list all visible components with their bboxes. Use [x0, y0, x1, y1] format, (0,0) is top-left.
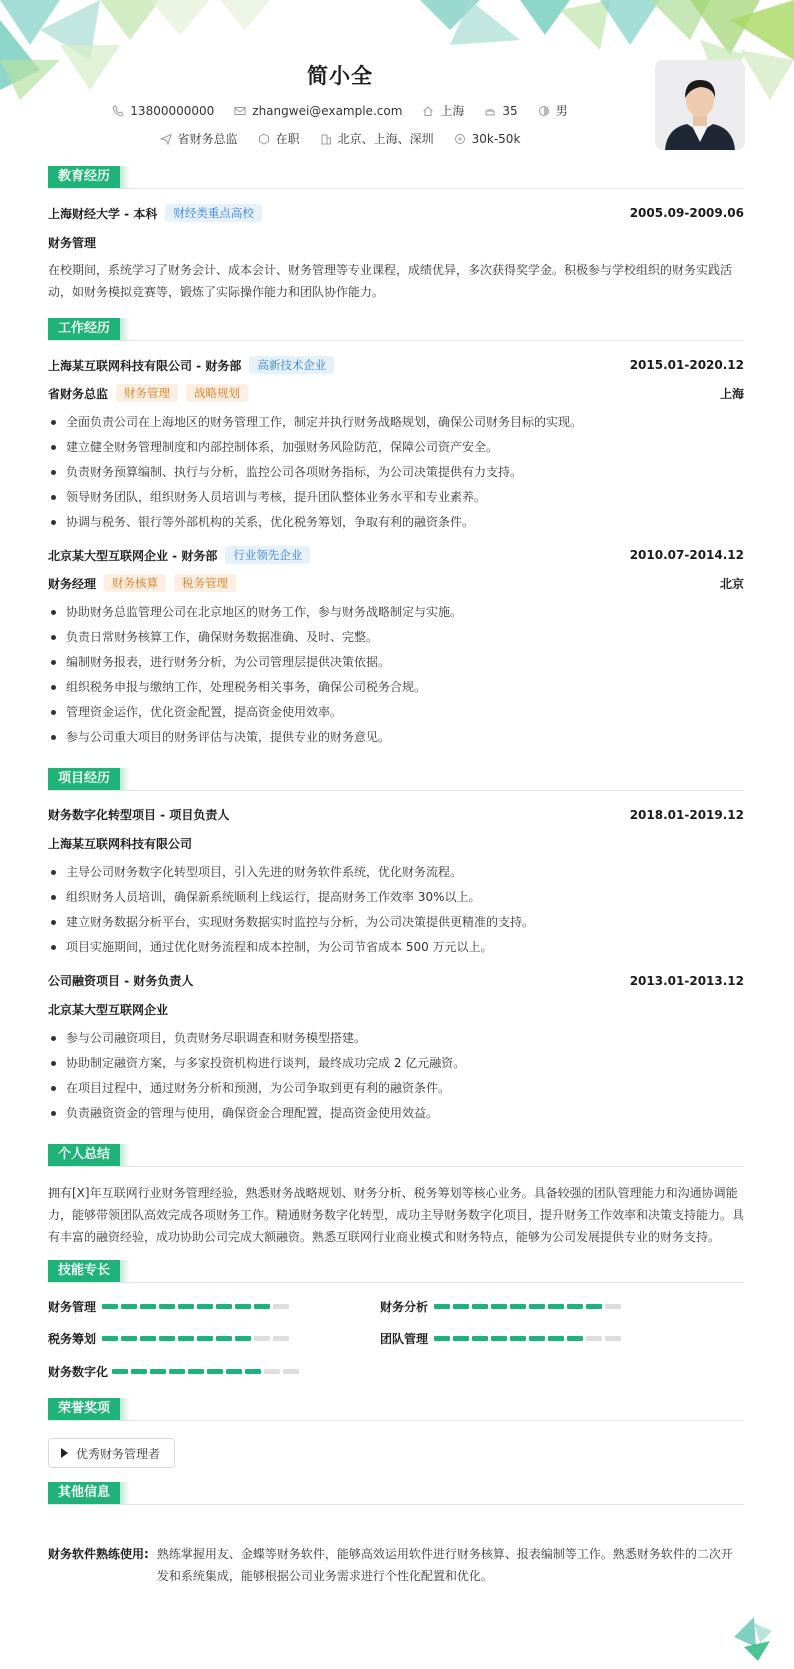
phone-item	[112, 104, 214, 118]
section-title-education: 教育经历	[48, 166, 120, 188]
skill-chip: 战略规划	[186, 384, 248, 402]
award-label: 优秀财务管理者	[76, 1446, 161, 1461]
skill-segment-filled	[491, 1336, 507, 1341]
section-title-awards: 荣誉奖项	[48, 1398, 120, 1420]
skill-item	[380, 1298, 621, 1315]
divider	[48, 340, 744, 341]
other-label: 财务软件熟练使用:	[48, 1547, 149, 1561]
education-period: 2005.09-2009.06	[629, 206, 744, 220]
skill-name: 财务管理	[48, 1300, 97, 1314]
work-header-2	[48, 546, 744, 564]
list-item: 负责融资资金的管理与使用，确保资金合理配置，提高资金使用效益。	[48, 1103, 744, 1128]
work-location: 北京	[719, 576, 744, 591]
resume-header	[0, 0, 794, 160]
list-item: 组织财务人员培训，确保新系统顺利上线运行，提高财务工作效率 30%以上。	[48, 887, 744, 912]
section-title-skills: 技能专长	[48, 1260, 120, 1282]
school-tag: 财经类重点高校	[165, 204, 262, 222]
skill-segment-filled	[121, 1336, 137, 1341]
skill-segment-filled	[567, 1304, 583, 1309]
list-item: 主导公司财务数字化转型项目，引入先进的财务软件系统，优化财务流程。	[48, 862, 744, 887]
skill-segment-filled	[102, 1304, 118, 1309]
skill-segment-filled	[567, 1336, 583, 1341]
work-role-1	[48, 384, 744, 402]
salary-icon	[454, 133, 466, 145]
list-item: 建立健全财务管理制度和内部控制体系，加强财务风险防范，保障公司资产安全。	[48, 437, 744, 462]
play-icon	[61, 1448, 68, 1458]
email-item	[234, 104, 402, 118]
skill-item	[380, 1330, 621, 1347]
skill-level-bar	[112, 1369, 299, 1374]
status-value: 在职	[275, 132, 300, 146]
skill-segment-empty	[283, 1369, 299, 1374]
project-bullets-1	[48, 862, 744, 962]
target-city-value: 北京、上海、深圳	[337, 132, 434, 146]
age-icon	[484, 105, 496, 117]
skill-segment-filled	[159, 1304, 175, 1309]
job-title: 省财务总监	[48, 386, 109, 401]
list-item: 建立财务数据分析平台，实现财务数据实时监控与分析，为公司决策提供更精准的支持。	[48, 912, 744, 937]
project-period: 2013.01-2013.12	[629, 973, 744, 988]
divider	[48, 790, 744, 791]
skill-segment-filled	[197, 1304, 213, 1309]
skill-segment-filled	[472, 1336, 488, 1341]
skill-segment-empty	[264, 1369, 280, 1374]
skill-segment-empty	[605, 1304, 621, 1309]
divider	[48, 188, 744, 189]
work-period: 2015.01-2020.12	[629, 358, 744, 372]
skill-segment-filled	[548, 1336, 564, 1341]
company-name: 北京某大型互联网企业 - 财务部	[48, 548, 218, 563]
project-name: 公司融资项目 - 财务负责人	[48, 974, 194, 988]
skill-segment-filled	[150, 1369, 166, 1374]
gender-item	[538, 102, 568, 119]
skill-segment-empty	[254, 1336, 270, 1341]
skill-chip: 财务核算	[104, 574, 166, 592]
skill-segment-filled	[472, 1304, 488, 1309]
list-item: 编制财务报表，进行财务分析，为公司管理层提供决策依据。	[48, 652, 744, 677]
award-item[interactable]	[48, 1438, 175, 1468]
project-header-2	[48, 972, 744, 989]
list-item: 协调与税务、银行等外部机构的关系，优化税务筹划，争取有利的融资条件。	[48, 512, 744, 537]
list-item: 管理资金运作，优化资金配置，提高资金使用效率。	[48, 702, 744, 727]
skill-segment-filled	[510, 1304, 526, 1309]
contact-line	[0, 102, 680, 119]
list-item: 协助制定融资方案，与多家投资机构进行谈判，最终成功完成 2 亿元融资。	[48, 1053, 744, 1078]
skill-item	[48, 1298, 289, 1315]
skill-name: 税务筹划	[48, 1332, 97, 1346]
divider	[48, 1420, 744, 1421]
skill-name: 团队管理	[380, 1332, 429, 1346]
skill-segment-filled	[434, 1336, 450, 1341]
skill-segment-filled	[245, 1369, 261, 1374]
skill-segment-empty	[273, 1336, 289, 1341]
section-work	[48, 318, 130, 340]
section-education	[48, 166, 130, 188]
education-major: 财务管理	[48, 236, 97, 250]
school-name: 上海财经大学 - 本科	[48, 206, 158, 221]
skill-segment-filled	[159, 1336, 175, 1341]
project-name: 财务数字化转型项目 - 项目负责人	[48, 808, 230, 822]
candidate-name: 简小全	[307, 64, 373, 88]
skill-segment-empty	[273, 1304, 289, 1309]
skill-segment-filled	[102, 1336, 118, 1341]
city-value: 上海	[440, 104, 465, 118]
gender-icon	[538, 105, 550, 117]
section-title-work: 工作经历	[48, 318, 120, 340]
skill-segment-filled	[207, 1369, 223, 1374]
work-role-2	[48, 574, 744, 592]
skill-level-bar	[102, 1304, 289, 1309]
skill-level-bar	[434, 1304, 621, 1309]
phone-value: 13800000000	[130, 103, 215, 118]
skill-segment-filled	[178, 1304, 194, 1309]
list-item: 领导财务团队，组织财务人员培训与考核，提升团队整体业务水平和专业素养。	[48, 487, 744, 512]
list-item: 负责财务预算编制、执行与分析，监控公司各项财务指标，为公司决策提供有力支持。	[48, 462, 744, 487]
skill-segment-filled	[529, 1336, 545, 1341]
home-icon	[422, 105, 434, 117]
skill-segment-filled	[529, 1304, 545, 1309]
skill-segment-filled	[491, 1304, 507, 1309]
work-location: 上海	[719, 386, 744, 401]
mail-icon	[234, 105, 246, 117]
skill-segment-empty	[605, 1336, 621, 1341]
skill-segment-filled	[169, 1369, 185, 1374]
work-bullets-1	[48, 412, 744, 537]
summary-text: 拥有[X]年互联网行业财务管理经验，熟悉财务战略规划、财务分析、税务筹划等核心业务。具备较强的团队管理能力和沟通协调能力，能够带领团队高效完成各项财务工作。精通财务数字化转型，成功主导财务数字化项目，提升财务工作效率和决策支持能力。具有丰富的融资经验，成功协助公司完成大额融资。熟悉互联网行业商业模式和财务特点，能够为公司发展提供专业的财务支持。	[48, 1186, 745, 1244]
list-item: 参与公司重大项目的财务评估与决策，提供专业的财务意见。	[48, 727, 744, 752]
list-item: 参与公司融资项目，负责财务尽职调查和财务模型搭建。	[48, 1028, 744, 1053]
avatar	[655, 60, 745, 150]
work-bullets-2	[48, 602, 744, 752]
project-period: 2018.01-2019.12	[629, 807, 744, 822]
send-icon	[160, 133, 172, 145]
skill-segment-filled	[112, 1369, 128, 1374]
section-title-projects: 项目经历	[48, 768, 120, 790]
work-period: 2010.07-2014.12	[629, 548, 744, 562]
company-name: 上海某互联网科技有限公司 - 财务部	[48, 358, 242, 373]
city-item	[422, 102, 464, 119]
skill-segment-filled	[254, 1304, 270, 1309]
skill-segment-filled	[453, 1304, 469, 1309]
section-summary	[48, 1144, 130, 1166]
list-item: 协助财务总监管理公司在北京地区的财务工作，参与财务战略制定与实施。	[48, 602, 744, 627]
email-value: zhangwei@example.com	[252, 103, 403, 118]
salary-item	[454, 132, 521, 146]
project-company: 上海某互联网科技有限公司	[48, 837, 193, 851]
status-item	[258, 130, 300, 147]
skill-segment-filled	[188, 1369, 204, 1374]
target-city-item	[320, 130, 434, 147]
skill-item	[48, 1363, 299, 1380]
company-tag: 高新技术企业	[249, 356, 334, 374]
section-other	[48, 1482, 130, 1504]
company-tag: 行业领先企业	[225, 546, 310, 564]
skill-name: 财务数字化	[48, 1365, 109, 1379]
skill-segment-filled	[131, 1369, 147, 1374]
list-item: 在项目过程中，通过财务分析和预测，为公司争取到更有利的融资条件。	[48, 1078, 744, 1103]
status-icon	[258, 133, 270, 145]
education-header	[48, 204, 744, 222]
skill-segment-filled	[235, 1336, 251, 1341]
skill-chip: 税务管理	[174, 574, 236, 592]
skill-segment-filled	[510, 1336, 526, 1341]
list-item: 项目实施期间，通过优化财务流程和成本控制，为公司节省成本 500 万元以上。	[48, 937, 744, 962]
position-item	[160, 130, 238, 147]
job-title: 财务经理	[48, 576, 97, 591]
skill-level-bar	[102, 1336, 289, 1341]
section-title-other: 其他信息	[48, 1482, 120, 1504]
divider	[48, 1504, 744, 1505]
position-value: 省财务总监	[177, 132, 238, 146]
skill-level-bar	[434, 1336, 621, 1341]
skill-segment-empty	[586, 1336, 602, 1341]
section-projects	[48, 768, 130, 790]
skill-name: 财务分析	[380, 1300, 429, 1314]
age-item	[484, 104, 517, 118]
work-header-1	[48, 356, 744, 374]
education-description: 在校期间，系统学习了财务会计、成本会计、财务管理等专业课程，成绩优异，多次获得奖学金。积极参与学校组织的财务实践活动，如财务模拟竞赛等，锻炼了实际操作能力和团队协作能力。	[48, 263, 733, 299]
age-value: 35	[502, 103, 518, 118]
project-bullets-2	[48, 1028, 744, 1128]
divider	[48, 1166, 744, 1167]
corner-decoration	[734, 1617, 772, 1661]
gender-value: 男	[555, 104, 568, 118]
skill-segment-filled	[140, 1336, 156, 1341]
section-title-summary: 个人总结	[48, 1144, 120, 1166]
other-info	[48, 1543, 744, 1587]
skill-segment-filled	[235, 1304, 251, 1309]
skill-segment-filled	[121, 1304, 137, 1309]
skill-segment-filled	[216, 1336, 232, 1341]
list-item: 全面负责公司在上海地区的财务管理工作，制定并执行财务战略规划，确保公司财务目标的实现。	[48, 412, 744, 437]
building-icon	[320, 133, 332, 145]
salary-value: 30k-50k	[471, 131, 521, 146]
skill-item	[48, 1330, 289, 1347]
project-header-1	[48, 806, 744, 823]
other-text: 熟练掌握用友、金蝶等财务软件，能够高效运用软件进行财务核算、报表编制等工作。熟悉财务软件的二次开发和系统集成，能够根据公司业务需求进行个性化配置和优化。	[156, 1547, 733, 1583]
skill-segment-filled	[453, 1336, 469, 1341]
project-company: 北京某大型互联网企业	[48, 1003, 169, 1017]
skill-segment-filled	[140, 1304, 156, 1309]
phone-icon	[112, 105, 124, 117]
skill-segment-filled	[216, 1304, 232, 1309]
skill-chip: 财务管理	[116, 384, 178, 402]
section-awards	[48, 1398, 130, 1420]
list-item: 组织税务申报与缴纳工作，处理税务相关事务，确保公司税务合规。	[48, 677, 744, 702]
section-skills	[48, 1260, 130, 1282]
skill-segment-filled	[548, 1304, 564, 1309]
skill-segment-filled	[197, 1336, 213, 1341]
skill-segment-filled	[434, 1304, 450, 1309]
skill-segment-filled	[178, 1336, 194, 1341]
skill-segment-filled	[586, 1304, 602, 1309]
list-item: 负责日常财务核算工作，确保财务数据准确、及时、完整。	[48, 627, 744, 652]
divider	[48, 1282, 744, 1283]
skill-segment-filled	[226, 1369, 242, 1374]
job-intent-line	[0, 130, 680, 147]
